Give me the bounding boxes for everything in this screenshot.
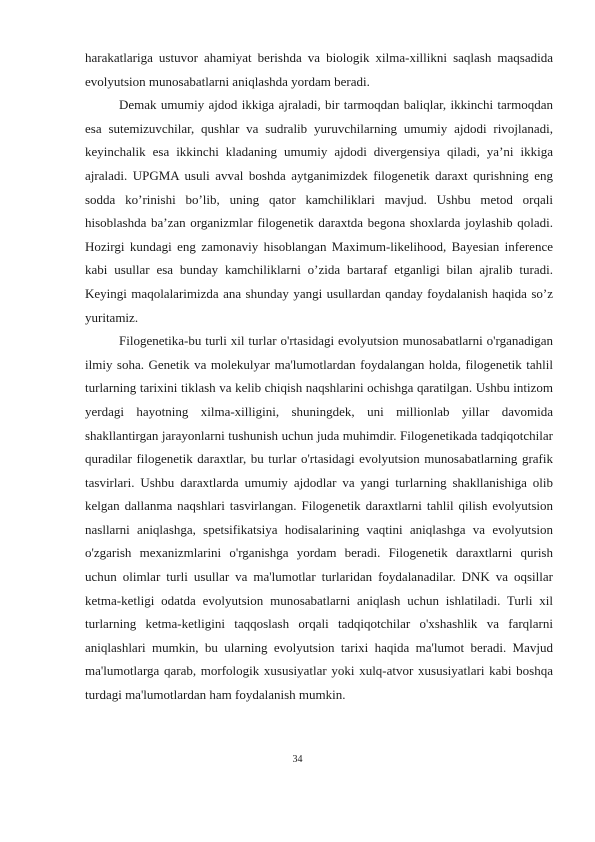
paragraph-filogenetika: Filogenetika-bu turli xil turlar o'rtasidagi evolyutsion munosabatlarni o'rganadigan ilmiy soha. Genetik va molekulyar ma'lumotlardan foydalangan holda, filogenetik tahlil turlarning tarixini tiklash va kelib chiqish naqshlarini ochishga qaratilgan. Ushbu intizom yerdagi hayotning xilma-xilligini, shuningdek, uni millionlab yillar davomida shakllantirgan jarayonlarni tushunish uchun juda muhimdir. Filogenetikada tadqiqotchilar quradilar filogenetik daraxtlar, bu turlar o'rtasidagi evolyutsion munosabatlarning grafik tasvirlari. Ushbu daraxtlarda umumiy ajdodlar va yangi turlarning shakllanishiga olib kelgan dallanma naqshlari tasvirlangan. Filogenetik daraxtlarni tahlil qilish evolyutsion nasllarni aniqlashga, spetsifikatsiya hodisalarining vaqtini aniqlashga va evolyutsion o'zgarish mexanizmlarini o'rganishga yordam beradi. Filogenetik daraxtlarni qurish uchun olimlar turli usullar va ma'lumotlar turlaridan foydalanadilar. DNK va oqsillar ketma-ketligi odatda evolyutsion munosabatlarni aniqlash uchun ishlatiladi. Turli xil turlarning ketma-ketligini taqqoslash orqali tadqiqotchilar o'xshashlik va farqlarni aniqlashlari mumkin, bu ularning evolyutsion tarixi haqida ma'lumot beradi. Mavjud ma'lumotlarga qarab, morfologik xususiyatlar yoki xulq-atvor xususiyatlari kabi boshqa turdagi ma'lumotlardan ham foydalanish mumkin. bbox=[85, 333, 553, 703]
document-page bbox=[85, 46, 553, 707]
page-number: 34 bbox=[292, 754, 303, 765]
paragraph-upgma: Demak umumiy ajdod ikkiga ajraladi, bir tarmoqdan baliqlar, ikkinchi tarmoqdan esa sutemizuvchilar, qushlar va sudralib yuruvchilarning umumiy ajdodi rivojlanadi, keyinchalik esa ikkinchi kladaning umumiy ajdodi divergensiya qiladi, ya’ni ikkiga ajraladi. UPGMA usuli avval boshda aytganimizdek filogenetik daraxt qurishning eng sodda ko’rinishi bo’lib, uning qator kamchiliklari mavjud. Ushbu metod orqali hisoblashda ba’zan organizmlar filogenetik daraxtda begona shoxlarda joylashib qoladi. Hozirgi kundagi eng zamonaviy hisoblangan Maximum-likelihood, Bayesian inference kabi usullar esa bunday kamchiliklarni o’zida bartaraf etganligi bilan ajralib turadi. Keyingi maqolalarimizda ana shunday yangi usullardan qanday foydalanish haqida so’z yuritamiz. bbox=[85, 97, 553, 325]
paragraph-continuation: harakatlariga ustuvor ahamiyat berishda va biologik xilma-xillikni saqlash maqsadida evolyutsion munosabatlarni aniqlashda yordam beradi. bbox=[85, 50, 553, 89]
